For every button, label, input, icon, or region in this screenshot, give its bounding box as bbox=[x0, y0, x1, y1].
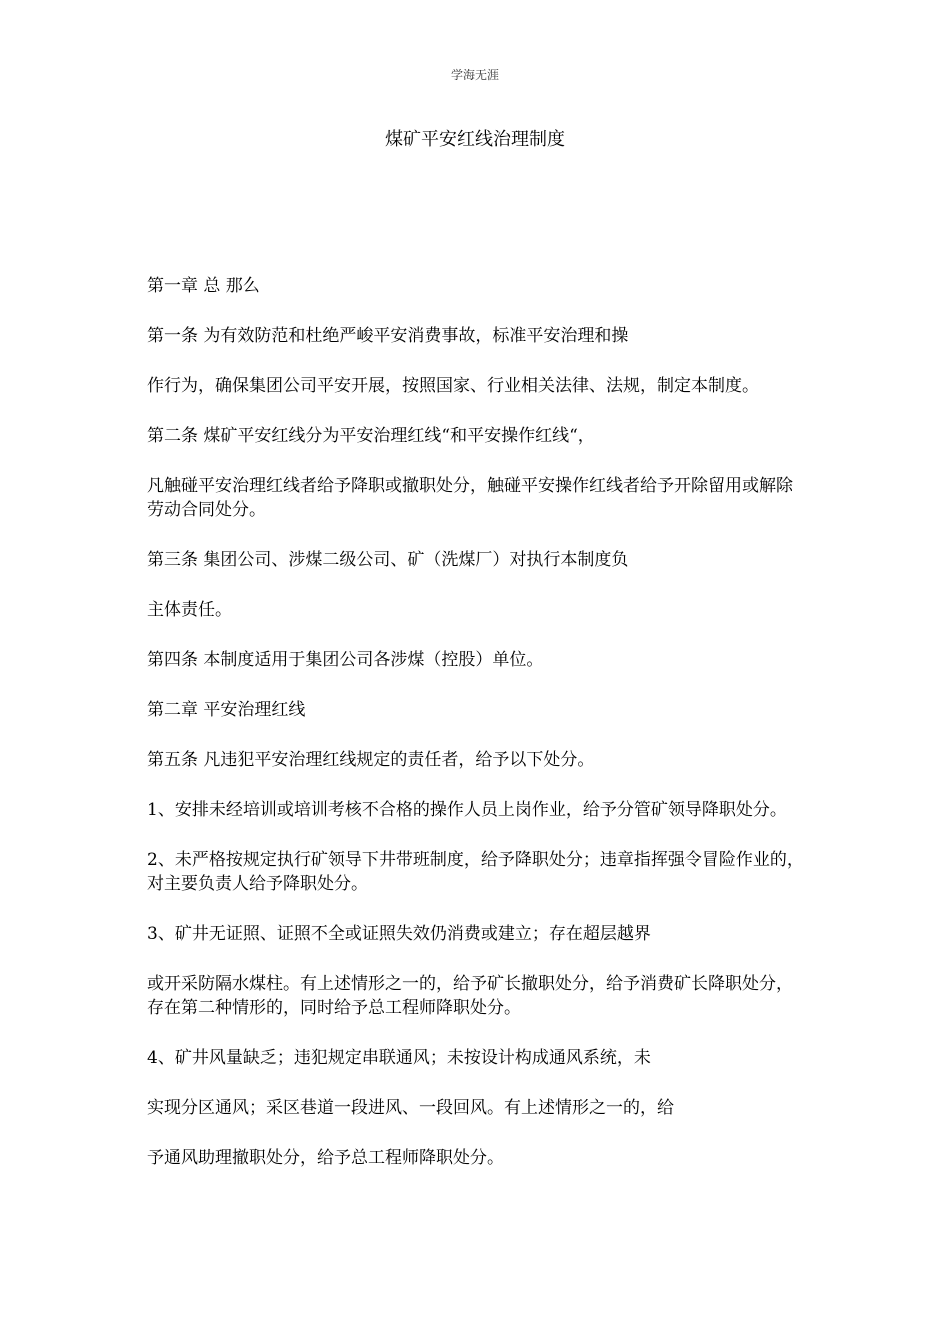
paragraph: 凡触碰平安治理红线者给予降职或撤职处分，触碰平安操作红线者给予开除留用或解除劳动合同处分。 bbox=[147, 476, 793, 520]
list-item: 3、矿井无证照、证照不全或证照失效仍消费或建立；存在超层越界 bbox=[147, 924, 651, 944]
page-header: 学海无涯 bbox=[450, 68, 499, 82]
chapter-heading: 第一章 总 那么 bbox=[147, 276, 260, 296]
document-body bbox=[147, 274, 807, 1196]
paragraph: 第三条 集团公司、涉煤二级公司、矿（洗煤厂）对执行本制度负 bbox=[147, 550, 629, 570]
document-title: 煤矿平安红线治理制度 bbox=[385, 129, 565, 150]
paragraph: 作行为，确保集团公司平安开展，按照国家、行业相关法律、法规，制定本制度。 bbox=[147, 376, 759, 396]
paragraph: 第二条 煤矿平安红线分为平安治理红线“和平安操作红线“， bbox=[147, 426, 595, 446]
paragraph: 第四条 本制度适用于集团公司各涉煤（控股）单位。 bbox=[147, 650, 544, 670]
paragraph: 实现分区通风；采区巷道一段进风、一段回风。有上述情形之一的，给 bbox=[147, 1098, 674, 1118]
list-item: 4、矿井风量缺乏；违犯规定串联通风；未按设计构成通风系统，未 bbox=[147, 1048, 651, 1068]
chapter-heading: 第二章 平安治理红线 bbox=[147, 700, 306, 720]
list-item: 2、未严格按规定执行矿领导下井带班制度，给予降职处分；违章指挥强令冒险作业的，对主要负责人给予降职处分。 bbox=[147, 850, 804, 894]
paragraph: 第五条 凡违犯平安治理红线规定的责任者，给予以下处分。 bbox=[147, 750, 595, 770]
paragraph: 予通风助理撤职处分，给予总工程师降职处分。 bbox=[147, 1148, 504, 1168]
paragraph: 主体责任。 bbox=[147, 600, 232, 620]
paragraph: 或开采防隔水煤柱。有上述情形之一的，给予矿长撤职处分，给予消费矿长降职处分，存在第二种情形的，同时给予总工程师降职处分。 bbox=[147, 974, 793, 1018]
list-item: 1、安排未经培训或培训考核不合格的操作人员上岗作业，给予分管矿领导降职处分。 bbox=[147, 800, 787, 820]
paragraph: 第一条 为有效防范和杜绝严峻平安消费事故，标准平安治理和操 bbox=[147, 326, 629, 346]
